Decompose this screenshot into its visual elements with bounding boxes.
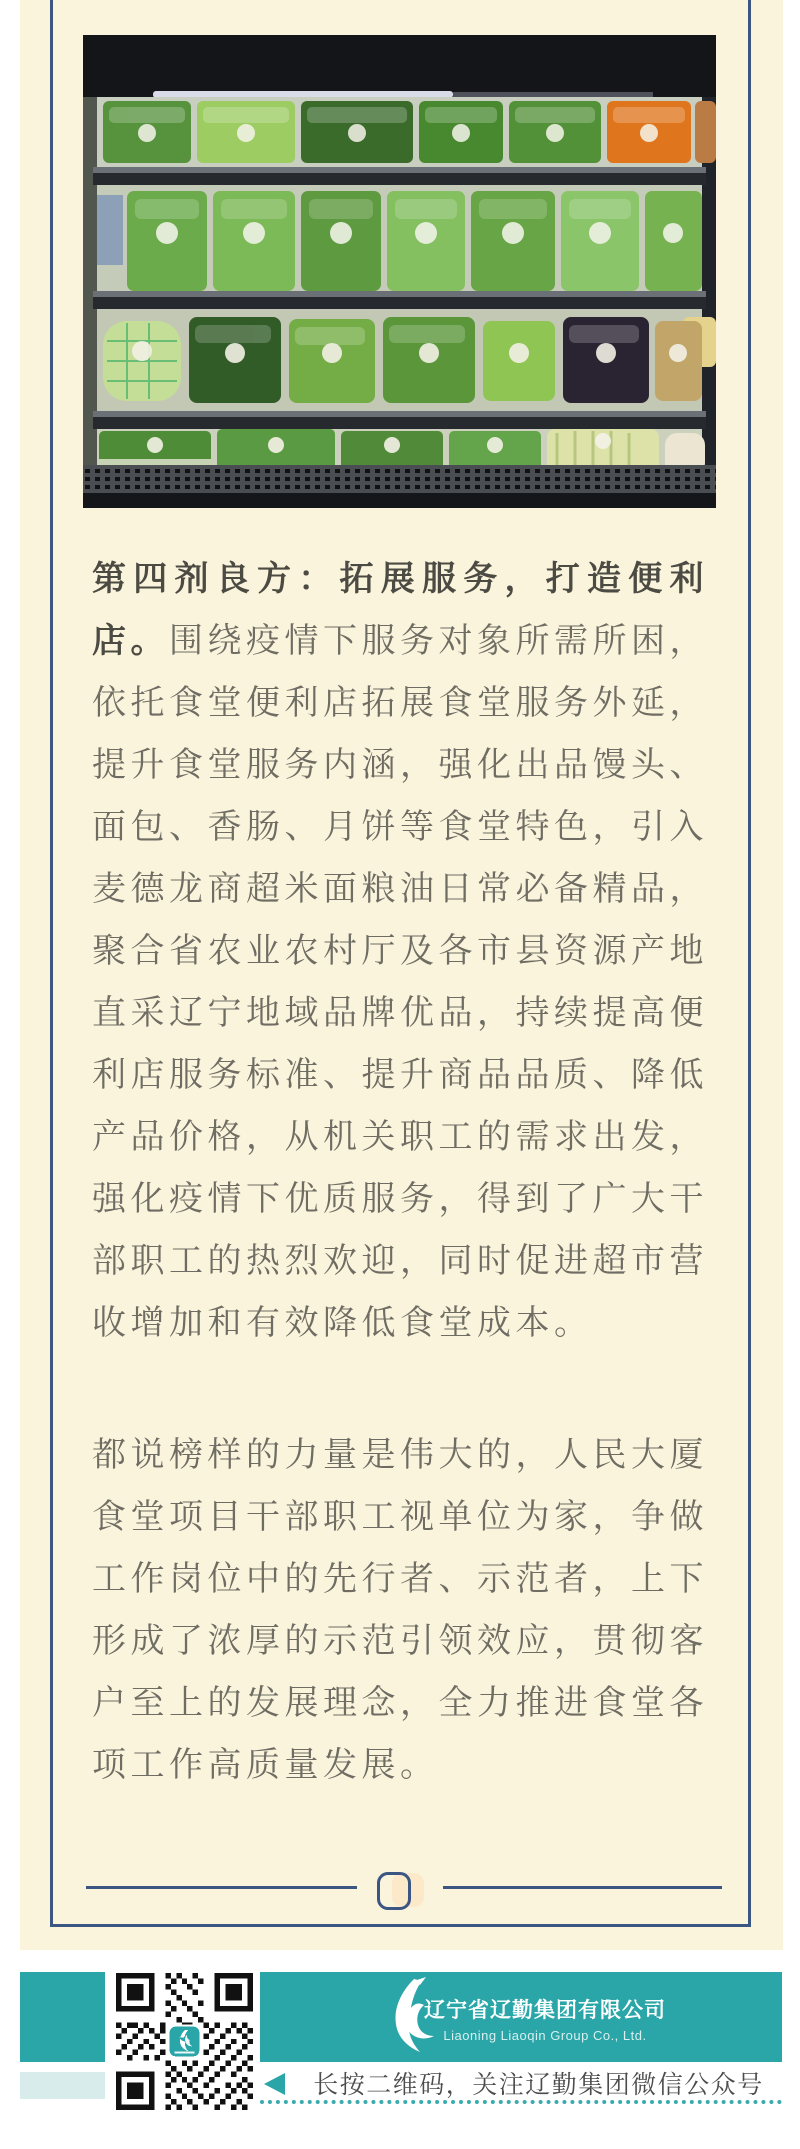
dotted-divider <box>260 2100 782 2104</box>
footer-teal-block <box>20 1972 105 2062</box>
company-name-cn: 辽宁省辽勤集团有限公司 <box>424 1999 666 2022</box>
divider-line-left <box>86 1886 357 1889</box>
qr-code[interactable] <box>116 1972 253 2111</box>
divider-ornament <box>377 1872 411 1910</box>
frame-border-right <box>748 0 751 1927</box>
follow-caption: 长按二维码，关注辽勤集团微信公众号 <box>313 2071 764 2099</box>
produce-photo[interactable] <box>83 35 716 508</box>
frame-border-left <box>50 0 53 1927</box>
left-arrow-icon <box>264 2073 285 2095</box>
article-paragraph-2: 都说榜样的力量是伟大的，人民大厦食堂项目干部职工视单位为家，争做工作岗位中的先行者、示范者，上下形成了浓厚的示范引领效应，贯彻客户至上的发展理念，全力推进食堂各项工作高质量发展。 <box>92 1436 708 1784</box>
paragraph-lead-bold: 第四剂良方：拓展服务，打造便利店。 <box>92 560 708 660</box>
brand-text <box>424 1998 666 2045</box>
frame-border-bottom <box>50 1924 751 1927</box>
brand-band <box>260 1972 782 2062</box>
footer-light-teal-block <box>20 2072 105 2099</box>
article-paragraph-1 <box>92 548 708 1354</box>
article-body <box>92 548 708 1796</box>
produce-photo-illustration <box>83 35 716 508</box>
divider-line-right <box>443 1886 722 1889</box>
paragraph-1-text: 围绕疫情下服务对象所需所困，依托食堂便利店拓展食堂服务外延，提升食堂服务内涵，强化出品馒头、面包、香肠、月饼等食堂特色，引入麦德龙商超米面粮油日常必备精品，聚合省农业农村厅及各市县资源产地直采辽宁地域品牌优品，持续提高便利店服务标准、提升商品品质、降低产品价格，从机关职工的需求出发，强化疫情下优质服务，得到了广大干部职工的热烈欢迎，同时促进超市营收增加和有效降低食堂成本。 <box>92 622 708 1342</box>
qr-code-icon <box>116 1972 253 2111</box>
company-name-en: Liaoning Liaoqin Group Co., Ltd. <box>443 2028 647 2043</box>
